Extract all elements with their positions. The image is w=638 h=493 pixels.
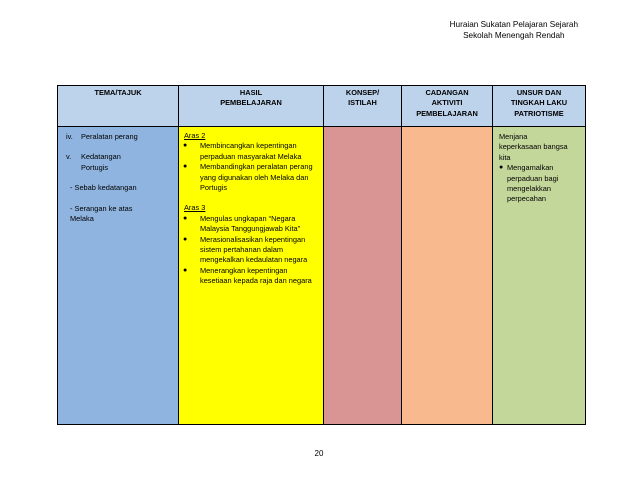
list-item: ● Membincangkan kepentingan perpaduan masyarakat Melaka xyxy=(183,141,302,161)
aras-3-label: Aras 3 xyxy=(184,203,206,213)
header-line-2: Sekolah Menengah Rendah xyxy=(463,31,565,40)
col-header-cadangan: CADANGAN AKTIVITI PEMBELAJARAN xyxy=(402,86,493,127)
tema-item-iv: iv. Peralatan perang xyxy=(66,132,138,141)
page-number: 20 xyxy=(314,449,324,458)
aras-2-label: Aras 2 xyxy=(184,131,206,140)
list-item: ● Membandingkan peralatan perang yang digunakan oleh Melaka dan Portugis xyxy=(183,162,313,193)
header-line-1: Huraian Sukatan Pelajaran Sejarah xyxy=(449,20,578,29)
syllabus-table xyxy=(57,85,586,425)
list-item: ● Merasionalisasikan kepentingan sistem pertahanan dalam mengekalkan kedaulatan negara xyxy=(183,234,308,265)
cell-tema xyxy=(58,127,179,425)
table-row xyxy=(58,127,586,425)
tema-sub-1: - Sebab kedatangan xyxy=(70,183,137,193)
list-item: ● Mengamalkan perpaduan bagi mengelakkan perpecahan xyxy=(499,163,559,204)
cell-cadangan xyxy=(402,127,493,425)
aras-2-list xyxy=(182,141,320,193)
tema-item-v: v. Kedatangan Portugis xyxy=(66,152,121,172)
aras-3-list xyxy=(182,214,320,287)
col-header-tema: TEMA/TAJUK xyxy=(58,86,179,127)
col-header-unsur: UNSUR DAN TINGKAH LAKU PATRIOTISME xyxy=(493,86,586,127)
cell-hasil xyxy=(179,127,324,425)
cell-unsur xyxy=(493,127,586,425)
unsur-list xyxy=(499,163,581,205)
list-item: ● Mengulas ungkapan “Negara Malaysia Tanggungjawab Kita” xyxy=(183,213,301,234)
table-header-row xyxy=(58,86,586,127)
col-header-hasil-2: PEMBELAJARAN xyxy=(220,98,282,108)
col-header-hasil: HASIL PEMBELAJARAN xyxy=(179,86,324,127)
list-item: ● Menerangkan kepentingan kesetiaan kepada raja dan negara xyxy=(183,265,312,286)
unsur-intro: Menjana keperkasaan bangsa kita xyxy=(499,132,568,162)
col-header-konsep: KONSEP/ ISTILAH xyxy=(324,86,402,127)
document-header xyxy=(450,19,578,41)
cell-konsep xyxy=(324,127,402,425)
tema-sub-2: - Serangan ke atas Melaka xyxy=(70,203,133,224)
